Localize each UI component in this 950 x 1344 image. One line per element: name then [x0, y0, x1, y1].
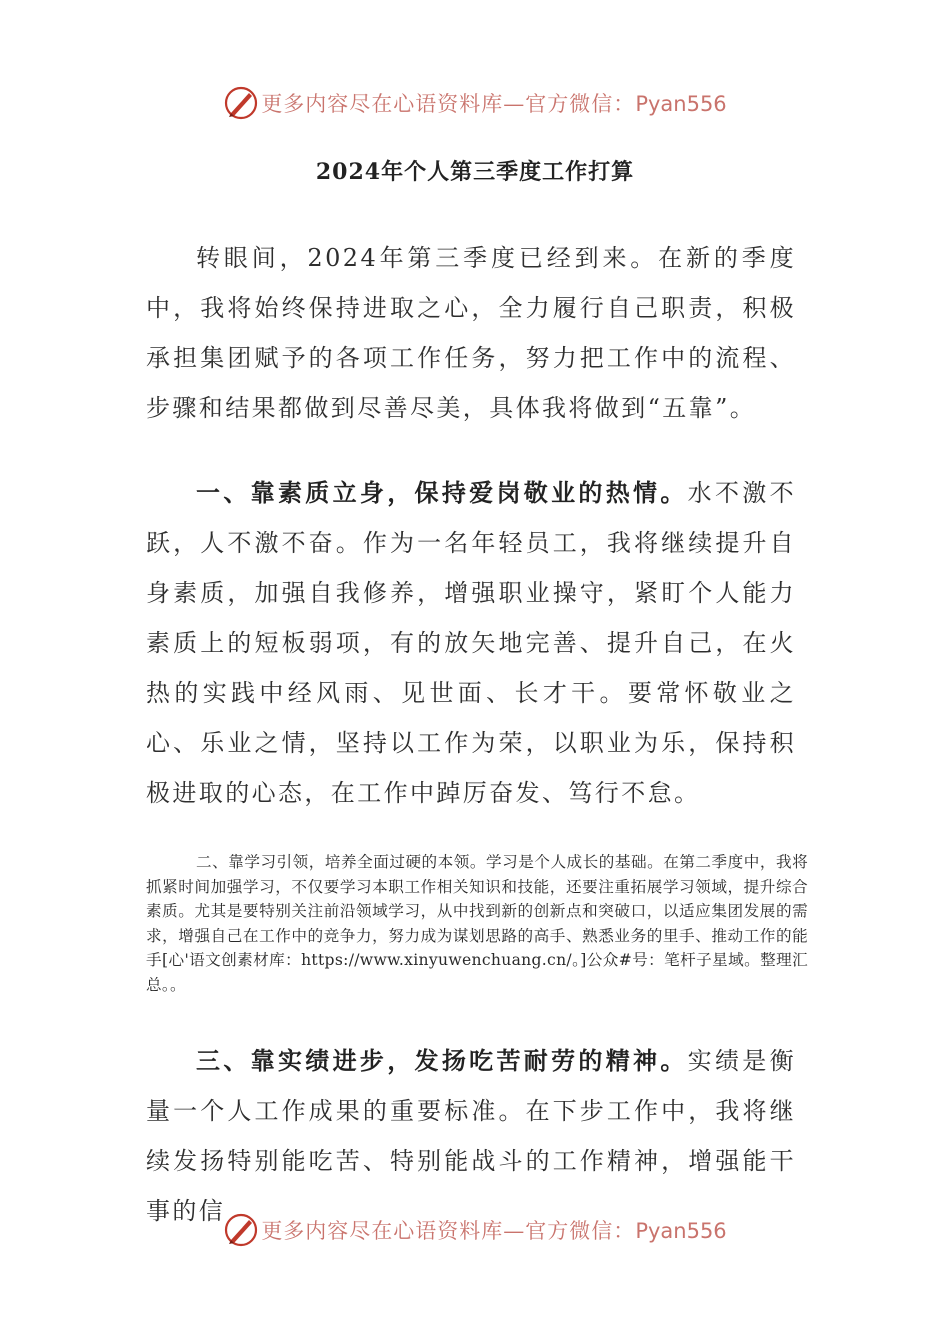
section-three-heading: 三、靠实绩进步，发扬吃苦耐劳的精神。 [196, 1046, 688, 1075]
header-banner [0, 83, 950, 123]
footer-banner [0, 1210, 950, 1250]
document-title: 2024年个人第三季度工作打算 [315, 159, 635, 185]
footer-banner-brand: Pyan556 [635, 1219, 727, 1243]
footer-banner-text: 更多内容尽在心语资料库—官方微信：Pyan556 [261, 1219, 727, 1243]
section-three-body: 实绩是衡量一个人工作成果的重要标准。在下步工作中，我将继续发扬特别能吃苦、特别能战斗的工作精神，增强能干事的信 [146, 1047, 796, 1225]
paragraph-section-one [146, 468, 796, 818]
pen-circle-logo-icon [223, 85, 259, 121]
pen-circle-logo-icon [223, 1212, 259, 1248]
paragraph-intro: 转眼间，2024年第三季度已经到来。在新的季度中，我将始终保持进取之心，全力履行自己职责，积极承担集团赋予的各项工作任务，努力把工作中的流程、步骤和结果都做到尽善尽美，具体我将做到“五靠”。 [146, 244, 796, 422]
header-banner-brand: Pyan556 [635, 92, 727, 116]
section-one-heading: 一、靠素质立身，保持爱岗敬业的热情。 [196, 478, 688, 507]
section-one-body: 水不激不跃，人不激不奋。作为一名年轻员工，我将继续提升自身素质，加强自我修养，增强职业操守，紧盯个人能力素质上的短板弱项，有的放矢地完善、提升自己，在火热的实践中经风雨、见世面、长才干。要常怀敬业之心、乐业之情，坚持以工作为荣，以职业为乐，保持积极进取的心态，在工作中踔厉奋发、笃行不怠。 [146, 479, 796, 807]
paragraph-section-two: 二、靠学习引领，培养全面过硬的本领。学习是个人成长的基础。在第二季度中，我将抓紧时间加强学习，不仅要学习本职工作相关知识和技能，还要注重拓展学习领域，提升综合素质。尤其是要特别关注前沿领域学习，从中找到新的创新点和突破口，以适应集团发展的需求，增强自己在工作中的竞争力，努力成为谋划思路的高手、熟悉业务的里手、推动工作的能手[心'语文创素材库：https://www.xinyuwenchuang.cn/。]公众#号：笔杆子星域。整理汇总。。 [146, 853, 808, 994]
paragraph-section-three [146, 1036, 796, 1236]
header-banner-text: 更多内容尽在心语资料库—官方微信：Pyan556 [261, 92, 727, 116]
